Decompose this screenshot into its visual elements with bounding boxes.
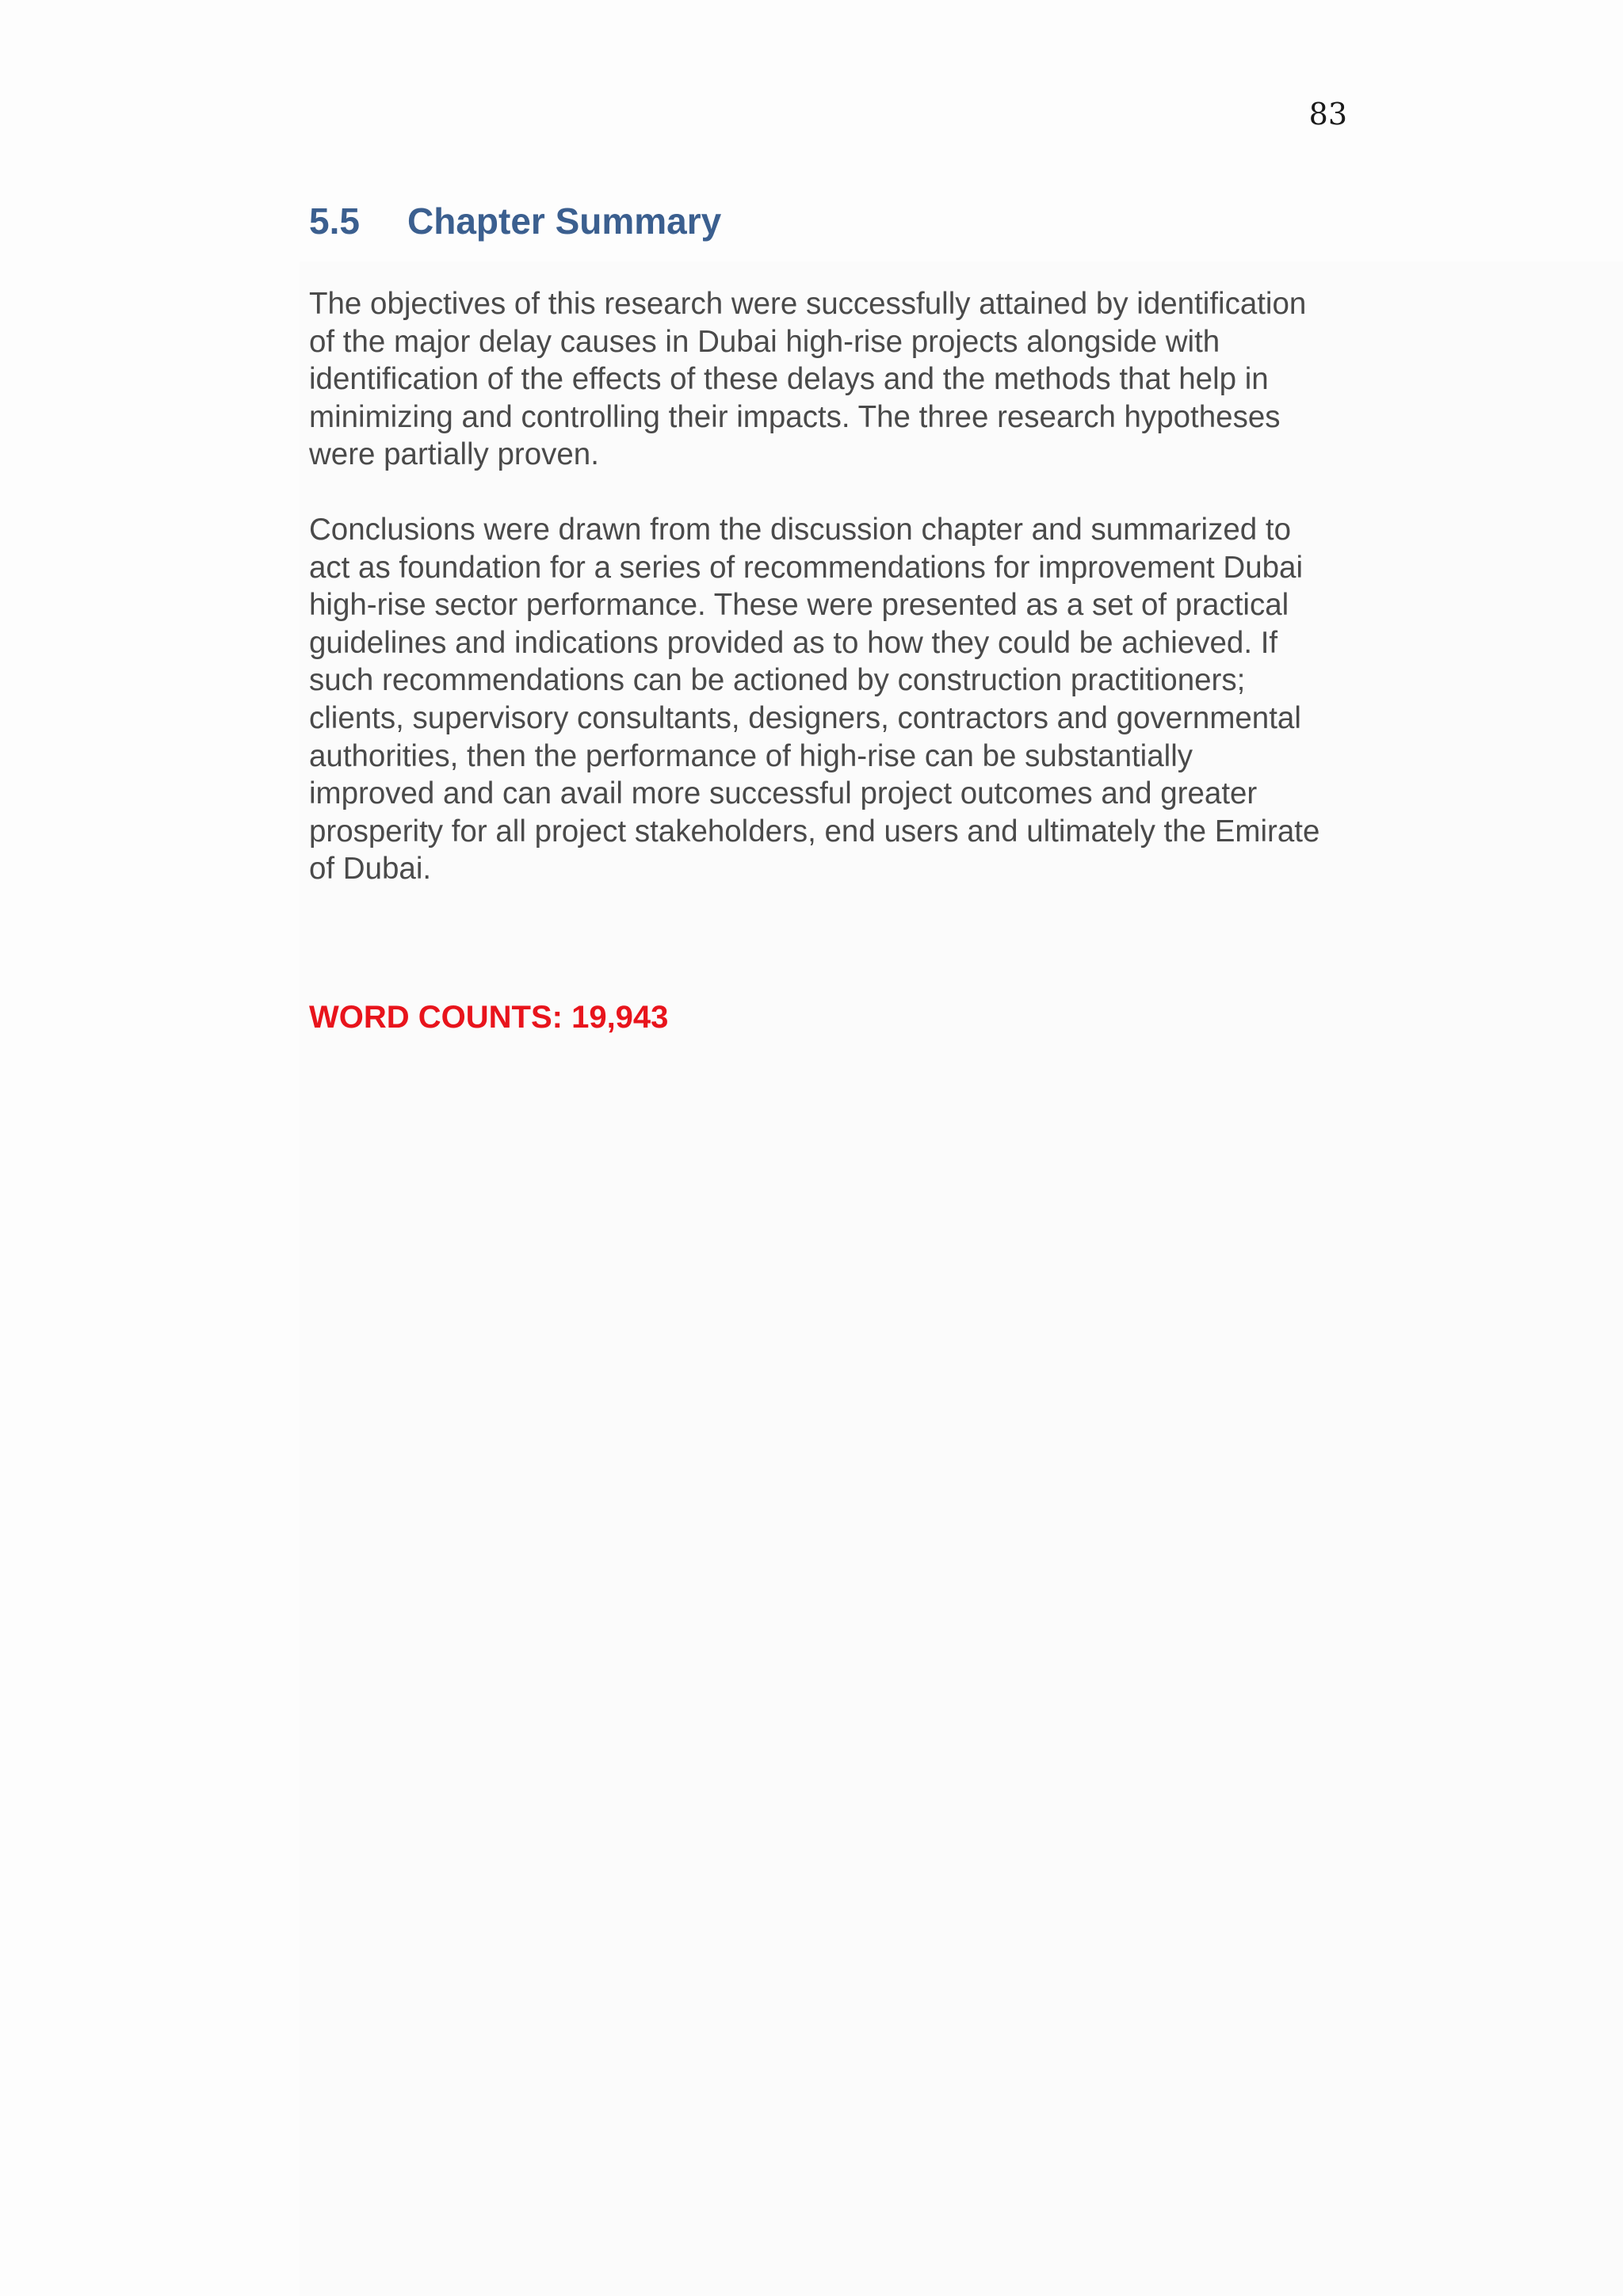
paragraph-line: authorities, then the performance of high-rise can be substantially — [309, 738, 1193, 773]
section-heading — [309, 200, 721, 242]
section-number: 5.5 — [309, 200, 360, 242]
paragraph-line: clients, supervisory consultants, designers, contractors and governmental — [309, 700, 1301, 735]
paragraph-line: guidelines and indications provided as to how they could be achieved. If — [309, 625, 1278, 660]
paragraph-line: minimizing and controlling their impacts. The three research hypotheses — [309, 399, 1281, 434]
paragraph-line: The objectives of this research were successfully attained by identification — [309, 287, 1307, 321]
paragraph-line: act as foundation for a series of recommendations for improvement Dubai — [309, 550, 1304, 585]
paragraph-line: were partially proven. — [309, 437, 599, 472]
paragraph-line: improved and can avail more successful project outcomes and greater — [309, 776, 1258, 811]
paragraph-line: prosperity for all project stakeholders, end users and ultimately the Emirate — [309, 814, 1320, 849]
paragraph-objectives — [309, 285, 1419, 474]
page-number: 83 — [1308, 97, 1347, 132]
paragraph-line: Conclusions were drawn from the discussion chapter and summarized to — [309, 513, 1291, 547]
paragraph-line: of Dubai. — [309, 852, 432, 887]
paragraph-line: such recommendations can be actioned by construction practitioners; — [309, 663, 1246, 698]
paragraph-line: identification of the effects of these delays and the methods that help in — [309, 362, 1269, 397]
paragraph-conclusions — [309, 511, 1419, 888]
paragraph-line: high-rise sector performance. These were presented as a set of practical — [309, 588, 1289, 623]
paragraph-line: of the major delay causes in Dubai high-rise projects alongside with — [309, 324, 1220, 359]
word-count: WORD COUNTS: 19,943 — [309, 1000, 669, 1035]
section-title: Chapter Summary — [407, 200, 722, 242]
